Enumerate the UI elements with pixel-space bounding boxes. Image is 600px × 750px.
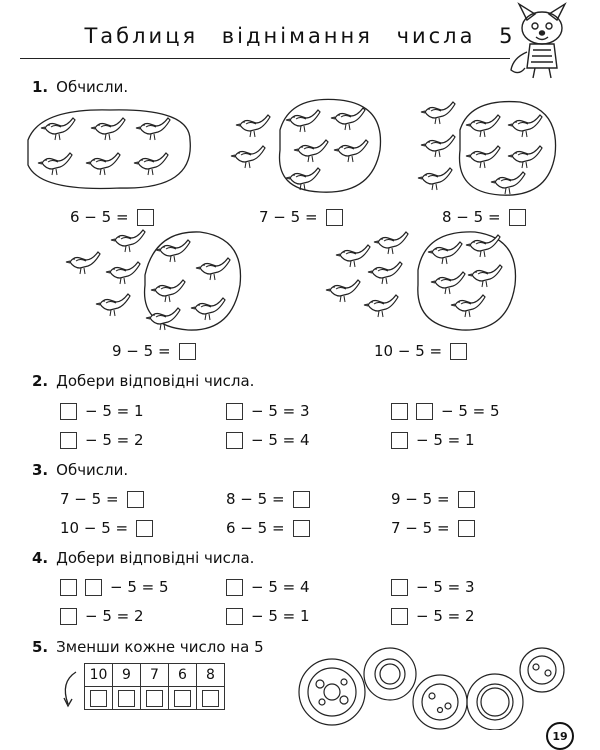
equation-text: 7 − 5 = xyxy=(60,490,119,508)
equation-row xyxy=(56,431,148,449)
magpie-icon xyxy=(91,118,125,140)
answer-cell[interactable] xyxy=(169,687,197,710)
equation-text: 6 − 5 = xyxy=(70,208,129,226)
task-number: 4. xyxy=(32,549,49,567)
magpie-icon xyxy=(431,272,465,294)
table-cell: 10 xyxy=(85,664,113,687)
equation-row xyxy=(370,342,471,360)
answer-box[interactable] xyxy=(416,403,433,420)
equation-row xyxy=(387,519,479,537)
answer-box[interactable] xyxy=(391,403,408,420)
equation-text: − 5 = 4 xyxy=(251,431,310,449)
task-number: 3. xyxy=(32,461,49,479)
equation-row xyxy=(56,519,157,537)
magpie-icon xyxy=(364,295,398,317)
equation-row xyxy=(56,607,148,625)
answer-box[interactable] xyxy=(391,608,408,625)
task-5-header xyxy=(32,638,264,656)
answer-box[interactable] xyxy=(60,608,77,625)
equation-row xyxy=(56,490,148,508)
equation-text: − 5 = 1 xyxy=(416,431,475,449)
magpie-icon xyxy=(466,235,500,257)
magpie-icon xyxy=(421,102,455,124)
equation-row xyxy=(387,402,504,420)
decorated-plate-icon xyxy=(364,648,416,700)
magpie-icon xyxy=(418,168,452,190)
curved-arrow-icon xyxy=(58,668,82,712)
answer-box[interactable] xyxy=(458,520,475,537)
equation-text: − 5 = 2 xyxy=(416,607,475,625)
magpie-icon xyxy=(286,168,320,190)
answer-box[interactable] xyxy=(179,343,196,360)
answer-box[interactable] xyxy=(326,209,343,226)
equation-text: 7 − 5 = xyxy=(259,208,318,226)
answer-cell[interactable] xyxy=(197,687,225,710)
magpie-icon xyxy=(491,172,525,194)
equation-text: − 5 = 3 xyxy=(416,578,475,596)
answer-box[interactable] xyxy=(146,690,163,707)
equation-text: − 5 = 2 xyxy=(85,431,144,449)
magpie-icon xyxy=(106,262,140,284)
magpie-icon xyxy=(294,140,328,162)
magpie-icon xyxy=(66,252,100,274)
magpie-icon xyxy=(236,115,270,137)
magpie-icon xyxy=(368,262,402,284)
equation-row xyxy=(222,607,314,625)
equation-text: 9 − 5 = xyxy=(391,490,450,508)
equation-text: − 5 = 2 xyxy=(85,607,144,625)
magpie-icon xyxy=(508,115,542,137)
page-title: Таблиця віднімання числа 5 xyxy=(84,24,516,48)
decorated-plate-icon xyxy=(413,675,467,729)
task-instruction: Добери відповідні числа. xyxy=(56,372,255,390)
magpie-icon xyxy=(134,153,168,175)
equation-row xyxy=(387,490,479,508)
equation-row xyxy=(222,431,314,449)
answer-box[interactable] xyxy=(90,690,107,707)
answer-cell[interactable] xyxy=(141,687,169,710)
bird-oval xyxy=(418,232,516,330)
task-4-header xyxy=(32,549,254,567)
answer-box[interactable] xyxy=(226,403,243,420)
magpie-icon xyxy=(468,265,502,287)
answer-box[interactable] xyxy=(202,690,219,707)
magpie-icon xyxy=(508,146,542,168)
magpie-icon xyxy=(286,110,320,132)
answer-box[interactable] xyxy=(391,579,408,596)
answer-box[interactable] xyxy=(118,690,135,707)
answer-box[interactable] xyxy=(391,432,408,449)
equation-text: 8 − 5 = xyxy=(442,208,501,226)
equation-text: − 5 = 5 xyxy=(441,402,500,420)
table-row xyxy=(85,687,225,710)
equation-row xyxy=(387,578,479,596)
magpie-icon xyxy=(374,232,408,254)
magpie-icon xyxy=(451,295,485,317)
equation-row xyxy=(387,431,479,449)
magpie-icon xyxy=(466,146,500,168)
answer-box[interactable] xyxy=(226,608,243,625)
answer-box[interactable] xyxy=(60,579,77,596)
task-number: 2. xyxy=(32,372,49,390)
magpie-icon xyxy=(191,298,225,320)
equation-row xyxy=(255,208,347,226)
table-cell: 7 xyxy=(141,664,169,687)
answer-box[interactable] xyxy=(174,690,191,707)
magpie-icon xyxy=(421,135,455,157)
answer-box[interactable] xyxy=(137,209,154,226)
task-instruction: Добери відповідні числа. xyxy=(56,549,255,567)
magpie-icon xyxy=(86,153,120,175)
task-instruction: Зменши кожне число на 5 xyxy=(56,638,264,656)
equation-text: 10 − 5 = xyxy=(60,519,129,537)
task-3-header xyxy=(32,461,128,479)
table-row xyxy=(85,664,225,687)
equation-row xyxy=(56,402,148,420)
magpie-icon xyxy=(334,140,368,162)
decorated-plate-icon xyxy=(467,674,523,730)
equation-row xyxy=(222,490,314,508)
answer-box[interactable] xyxy=(293,520,310,537)
table-cell: 8 xyxy=(197,664,225,687)
number-table xyxy=(84,663,225,710)
task-1-header xyxy=(32,78,128,96)
magpie-icon xyxy=(136,118,170,140)
table-cell: 9 xyxy=(113,664,141,687)
title-underline xyxy=(20,58,510,59)
equation-text: 6 − 5 = xyxy=(226,519,285,537)
equation-text: 7 − 5 = xyxy=(391,519,450,537)
equation-text: 9 − 5 = xyxy=(112,342,171,360)
equation-row xyxy=(387,607,479,625)
decorated-plate-icon xyxy=(299,659,365,725)
answer-box[interactable] xyxy=(60,432,77,449)
magpie-icon xyxy=(151,280,185,302)
equation-row xyxy=(222,519,314,537)
answer-cell[interactable] xyxy=(113,687,141,710)
task-2-header xyxy=(32,372,254,390)
answer-box[interactable] xyxy=(458,491,475,508)
equation-text: 10 − 5 = xyxy=(374,342,443,360)
answer-box[interactable] xyxy=(136,520,153,537)
equation-row xyxy=(66,208,158,226)
answer-box[interactable] xyxy=(60,403,77,420)
equation-row xyxy=(438,208,530,226)
answer-box[interactable] xyxy=(127,491,144,508)
magpie-icon xyxy=(428,242,462,264)
decorated-plate-icon xyxy=(520,648,564,692)
answer-box[interactable] xyxy=(293,491,310,508)
magpie-icon xyxy=(96,294,130,316)
table-cell: 6 xyxy=(169,664,197,687)
answer-box[interactable] xyxy=(226,579,243,596)
equation-row xyxy=(222,578,314,596)
magpie-icon xyxy=(111,230,145,252)
answer-box[interactable] xyxy=(450,343,467,360)
equation-text: 8 − 5 = xyxy=(226,490,285,508)
task-instruction: Обчисли. xyxy=(56,78,129,96)
magpie-icon xyxy=(466,115,500,137)
magpie-icon xyxy=(146,308,180,330)
magpie-icon xyxy=(331,108,365,130)
answer-box[interactable] xyxy=(226,432,243,449)
page-number: 19 xyxy=(546,722,574,750)
equation-row xyxy=(222,402,314,420)
magpie-icon xyxy=(336,245,370,267)
equation-text: − 5 = 5 xyxy=(110,578,169,596)
equation-row xyxy=(108,342,200,360)
answer-cell[interactable] xyxy=(85,687,113,710)
task-instruction: Обчисли. xyxy=(56,461,129,479)
equation-text: − 5 = 4 xyxy=(251,578,310,596)
magpie-icon xyxy=(196,258,230,280)
magpie-icon xyxy=(231,146,265,168)
equation-row xyxy=(56,578,173,596)
task-number: 5. xyxy=(32,638,49,656)
magpie-icon xyxy=(41,118,75,140)
plates-illustration xyxy=(290,640,570,730)
equation-text: − 5 = 3 xyxy=(251,402,310,420)
magpie-icon xyxy=(38,153,72,175)
magpie-icon xyxy=(326,280,360,302)
answer-box[interactable] xyxy=(509,209,526,226)
equation-text: − 5 = 1 xyxy=(251,607,310,625)
answer-box[interactable] xyxy=(85,579,102,596)
equation-text: − 5 = 1 xyxy=(85,402,144,420)
task-number: 1. xyxy=(32,78,49,96)
fox-mascot-icon xyxy=(505,2,580,82)
